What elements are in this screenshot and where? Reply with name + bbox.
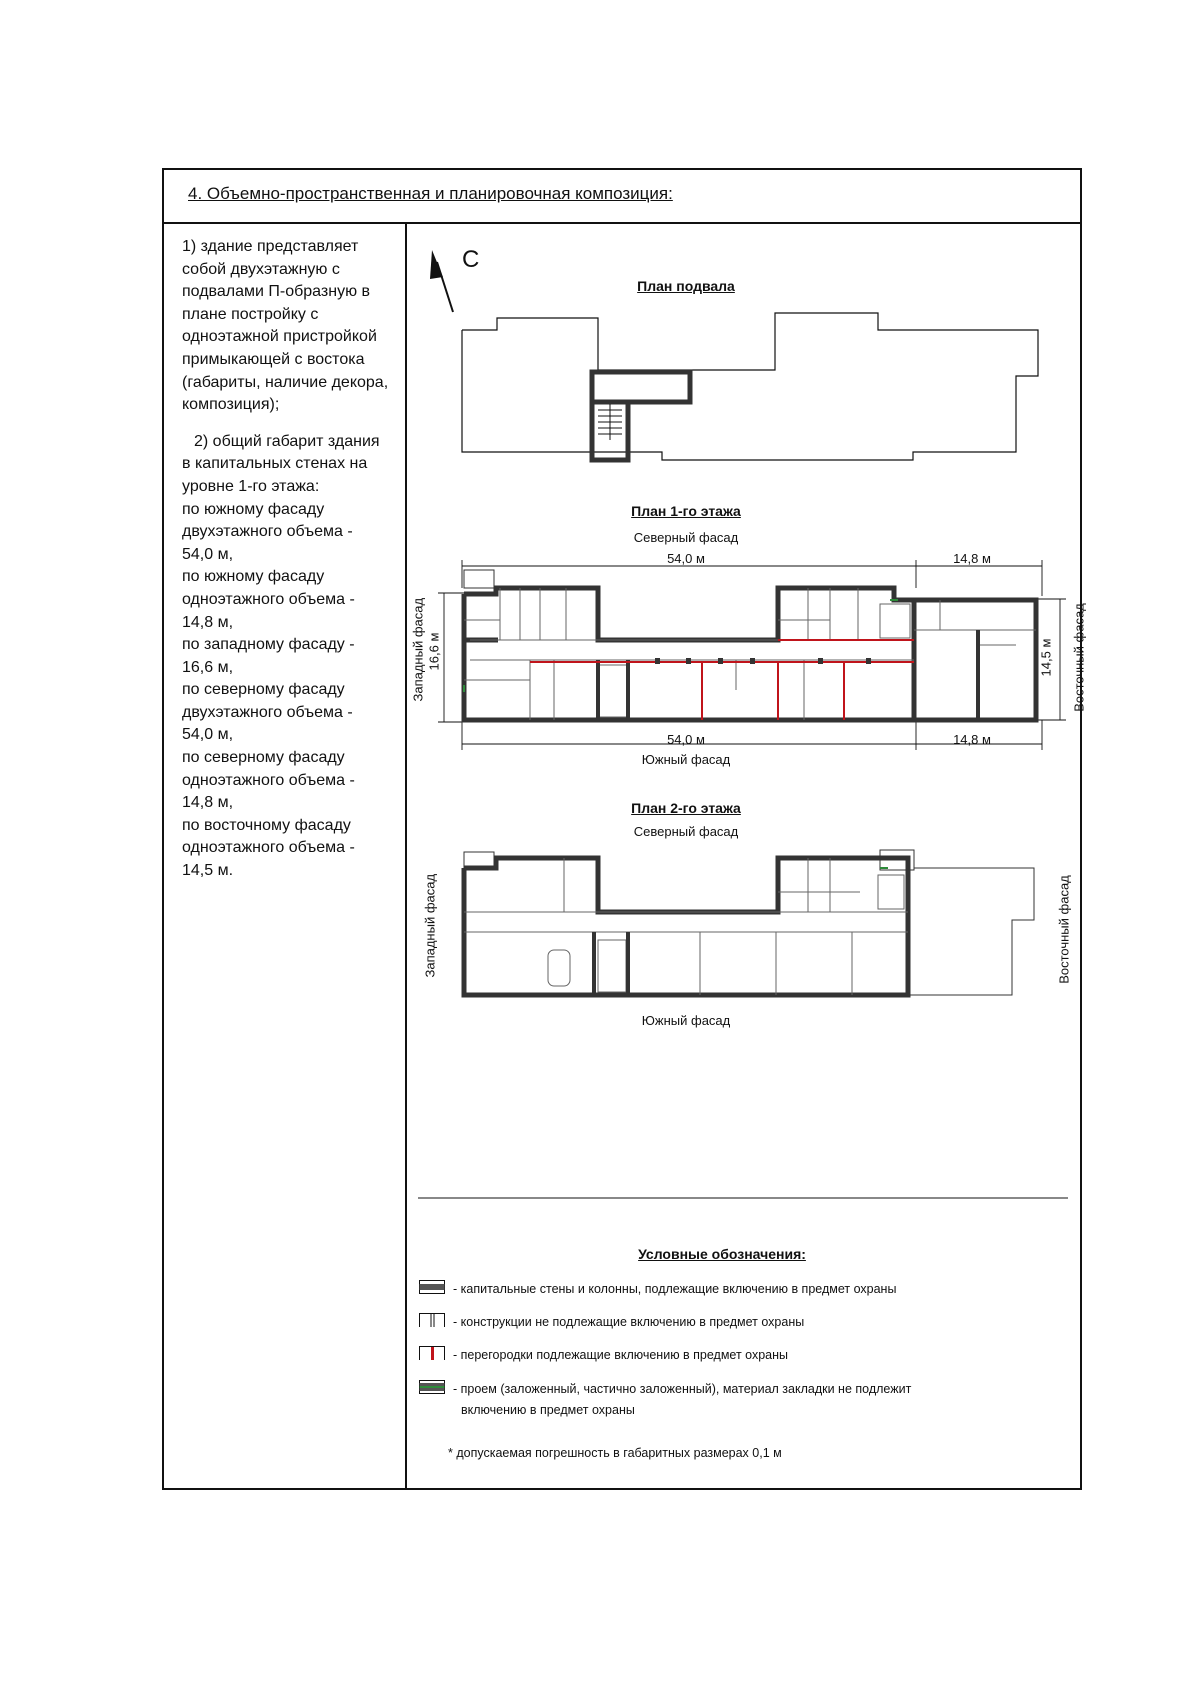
floor1-dim-main-top: 54,0 м — [667, 551, 705, 566]
description-line: в капитальных стенах на — [182, 455, 368, 473]
section-title: 4. Объемно-пространственная и планировочная композиция: — [188, 184, 673, 203]
description-line: по западному фасаду - — [182, 636, 355, 654]
description-line: собой двухэтажную с — [182, 260, 340, 278]
floor1-south-facade-label: Южный фасад — [641, 752, 731, 767]
legend-item-text: включению в предмет охраны — [461, 1403, 635, 1417]
description-line: двухэтажного объема - — [182, 703, 353, 721]
floor2-north-facade-label: Северный фасад — [633, 824, 739, 839]
legend-item-text: - капитальные стены и колонны, подлежащие включению в предмет охраны — [453, 1282, 897, 1296]
floor2-west-facade-label: Западный фасад — [422, 873, 438, 978]
description-line: 54,0 м, — [182, 545, 234, 563]
description-line: 14,5 м. — [182, 862, 234, 880]
description-line: одноэтажного объема - — [182, 771, 355, 789]
legend-item-text: - перегородки подлежащие включению в предмет охраны — [453, 1348, 789, 1362]
description-line: одноэтажного объема - — [182, 839, 355, 857]
description-line: (габариты, наличие декора, — [182, 373, 389, 391]
description-line: одноэтажного объема - — [182, 590, 355, 608]
floor1-dim-west: 16,6 м — [426, 632, 442, 671]
tolerance-note: * допускаемая погрешность в габаритных размерах 0,1 м — [448, 1446, 782, 1460]
floor1-dim-east: 14,5 м — [1038, 638, 1054, 677]
floor1-dim-annex-top: 14,8 м — [953, 551, 991, 566]
description-line: одноэтажной пристройкой — [182, 328, 377, 346]
description-line: уровне 1-го этажа: — [182, 477, 320, 495]
basement-plan-title: План подвала — [637, 278, 735, 294]
description-line: композиция); — [182, 396, 280, 414]
description-line: по северному фасаду — [182, 749, 345, 767]
floor1-plan-title: План 1-го этажа — [631, 503, 741, 519]
partition-swatch-icon — [419, 1346, 445, 1360]
capital-wall-swatch-icon — [419, 1280, 445, 1294]
legend-item-text: - проем (заложенный, частично заложенный), материал закладки не подлежит — [453, 1382, 912, 1396]
floor1-north-facade-label: Северный фасад — [633, 530, 739, 545]
floor1-plan — [464, 570, 1036, 720]
floor2-plan-title: План 2-го этажа — [631, 800, 741, 816]
description-line: по северному фасаду — [182, 681, 345, 699]
opening-swatch-icon — [419, 1380, 445, 1394]
non-protected-swatch-icon — [419, 1313, 445, 1327]
description-line: двухэтажного объема - — [182, 523, 353, 541]
basement-plan-outline — [462, 313, 1038, 460]
description-line: по южному фасаду — [182, 500, 325, 518]
floor1-east-facade-label: Восточный фасад — [1071, 603, 1087, 712]
floor1-dim-annex-bottom: 14,8 м — [953, 732, 991, 747]
description-line: по восточному фасаду — [182, 816, 351, 834]
floor2-south-facade-label: Южный фасад — [641, 1013, 731, 1028]
description-line: подвалами П-образную в — [182, 283, 371, 301]
description-line: плане постройку с — [182, 305, 319, 323]
north-label: С — [462, 246, 480, 273]
legend-item-text: - конструкции не подлежащие включению в предмет охраны — [453, 1315, 805, 1329]
floor2-plan — [464, 850, 1034, 995]
description-line: 16,6 м, — [182, 658, 234, 676]
legend-title: Условные обозначения: — [638, 1246, 806, 1262]
description-line: 54,0 м, — [182, 726, 234, 744]
floor1-dim-main-bottom: 54,0 м — [667, 732, 705, 747]
floor2-east-facade-label: Восточный фасад — [1056, 875, 1072, 984]
description-line: примыкающей с востока — [182, 350, 365, 368]
description-line: по южному фасаду — [182, 568, 325, 586]
floor1-west-facade-label: Западный фасад — [410, 597, 426, 702]
description-line: 14,8 м, — [182, 794, 234, 812]
description-line: 14,8 м, — [182, 613, 234, 631]
description-line: 1) здание представляет — [182, 238, 359, 255]
north-arrow-icon — [430, 250, 453, 312]
description-line: 2) общий габарит здания — [194, 432, 380, 450]
